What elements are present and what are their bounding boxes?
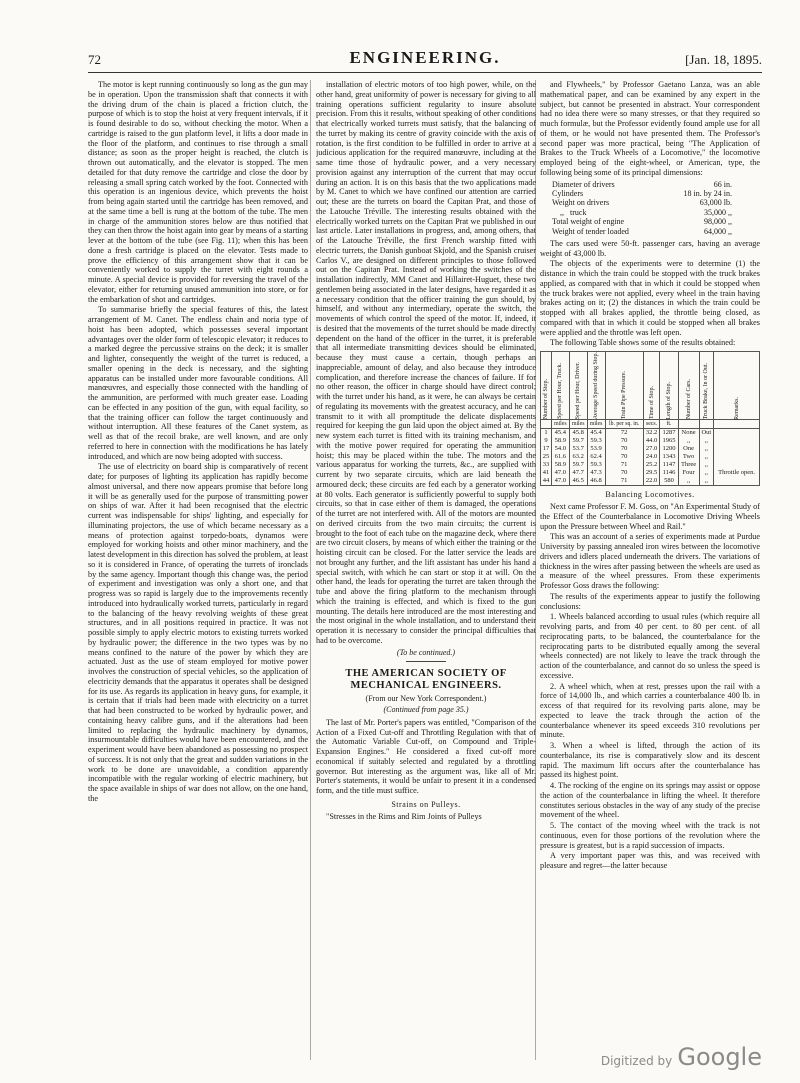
paragraph: The last of Mr. Porter's papers was entitled, "Comparison of the Action of a Fixed Cut-off and Throttling Regulation with that of the Automatic Variable Cut-off, on Compound and Triple-Expansion Engines." He considered a fixed cut-off more economical if suitably selected and regulated by a throttling governor. But interesting as the argument was, like all of Mr. Porter's statements, it would be unfair to present it in a condensed form, and the title must suffice. xyxy=(316,717,536,795)
paragraph: The following Table shows some of the results obtained: xyxy=(550,338,736,348)
dimension-row: Cylinders 18 in. by 24 in. xyxy=(552,188,732,198)
journal-title: ENGINEERING. xyxy=(349,48,501,67)
paragraph: installation of electric motors of too high power, while, on the other hand, great uniformity of power is necessary for giving to all training operations sufficient regularity to insure absolute precision. From this it results, without speaking of other conditions that electrically worked turrets must satisfy, that the balancing of the turret by making its centre of gravity coincide with the axis of rotation, is the first condition to be fulfilled in order to arrive at a judicious application for the required manœuvre, including at the same time those of hydraulic power, and a very necessary provision against any interruption of the current that may occur during an action. It is on this basis that the two applications made by M. Canet to which we have confined our attention are carried out; these are the turrets on board the Capitan Prat, and those of the Latouche Tréville. The interesting results obtained with the electrically worked turrets on the Capitan Prat we published in our last article. Later installations in progress, and, among others, that of the Latouche Tréville, the first French warship fitted with electric turrets, the Danish gunboat Skjold, and the Spanish cruiser Carlos V., are designed on different principles to those followed out on the Capitan Prat. Instead of working the switches of the installation indirectly, MM Canet and Hillairet-Huguet, these two gentlemen being associated in the later designs, have regarded it as a necessary condition that the officer training the gun should, by himself, and without any intermediary, operate the switch, the movements of which control the speed of the motor. If, indeed, it is desired that the movements of the turret should be made directly dependent on the hand of the officer in the turret, it is preferable that all intermediate transmitting devices should be eliminated, because they must cause a certain, though perhaps an inappreciable, amount of delay, and also because they introduce complication, and therefore increase the chances of failure. If for no other reason, the officer in charge should have direct control; with the turret under his hand, as it were, he can always be certain of regulating its movements with the greatest accuracy, and he can transmit to it with all promptitude the delicate displacements required for keeping the gun laid upon the object aimed at. By the new system each turret is fitted with its training mechanism, and with the motive power required for operating the ammunition hoist; this may be placed within the tube. The motors and the various apparatus for working the turrets, &c., are supplied with current by two separate circuits, which are laid beneath the armoured deck; these circuits are fed each by a generator working at 80 volts. Each generator is sufficiently powerful to supply both circuits, so that in case either of them is damaged, the operations of the turret are not interfered with. All of the motors are mounted on derived circuits from the two main circuits; the current is brought to the foot of each tube on the magazine deck, where there are two circuit closers, by means of which either the training or the hoisting circuit can be closed. For the latter service the leads are not brought any further, and the lift assistant has under his hand a special switch, with which he can start or stop it at will. On the other hand, the leads for operating the turret are taken through the tube and above the firing platform to the mechanism through which the training is effected, and which is fixed to the gun mounting. The details here introduced are the most interesting and the most original in the whole installation, and to understand their operation it is necessary to consider the principal difficulties that had to be overcome. xyxy=(316,80,536,645)
paragraph: The results of the experiments appear to justify the following conclusions: xyxy=(540,591,760,611)
table-row: 25 61.6 63.2 62.4 70 24.0 1343 Two ,, xyxy=(541,453,760,461)
to-be-continued: (To be continued.) xyxy=(396,647,456,657)
table-row: 1 45.4 45.8 45.4 72 32.2 1287 None Out xyxy=(541,429,760,438)
paragraph: The cars used were 50-ft. passenger cars, having an average weight of 43,000 lb. xyxy=(540,238,760,258)
table-header: Speed per Hour, Truck. xyxy=(551,352,569,420)
table-header: Length of Stop. xyxy=(660,352,678,420)
table-header: Truck Brake, In or Out. xyxy=(699,352,714,420)
page-header xyxy=(88,48,762,70)
paragraph: A very important paper was this, and was received with pleasure and regret—the latter because xyxy=(540,851,760,871)
table-units-row: miles miles miles lb. per sq. in. secs. ft. xyxy=(541,420,760,429)
table-header: Average Speed during Stop. xyxy=(587,352,605,420)
column-divider xyxy=(310,80,311,1060)
table-row: 17 54.0 53.7 53.9 70 27.0 1200 One ,, xyxy=(541,445,760,453)
header-rule xyxy=(88,72,762,73)
conclusion-item: 3. When a wheel is lifted, through the action of its counterbalance, its rise is comparatively slow and its descent rapid. The maximum lift occurs after the counterbalance has passed its highest point. xyxy=(540,741,760,780)
watermark-prefix: Digitized by xyxy=(600,1054,673,1068)
section-rule xyxy=(406,661,446,662)
column-1 xyxy=(88,80,308,1065)
page-number: 72 xyxy=(88,52,101,67)
paragraph: To summarise briefly the special features of this, the latest arrangement of M. Canet. The endless chain and noria type of hoist has been adopted, which possesses several important advantages over the older form of telescopic elevator; it reduces to a marked degree the percussive strains on the deck; it is smaller and lighter, consequently the weight of the turret is reduced, a smaller opening in the deck is necessary, and the sighting apparatus can be installed under more favourable conditions. All manœuvres, and especially those connected with the handling of the ammunition, are performed with much greater ease. Loading can be effected in any position of the gun, with equal facility, so that the training officer can follow the target continuously and without interruption. All these features of the Canet system, as well as that of the recoil brake, are well known, and are only referred to here in connection with the modifications he has lately introduced, and which are now being adopted with success. xyxy=(88,305,308,461)
conclusion-item: 5. The contact of the moving wheel with the track is not continuous, even for those portions of the revolution where the pressure is greatest, but is a rapid succession of impacts. xyxy=(540,821,760,850)
section-title-line: THE AMERICAN SOCIETY OF xyxy=(345,668,507,680)
paragraph: Next came Professor F. M. Goss, on "An Experimental Study of the Effect of the Counterbalance in Locomotive Driving Wheels upon the Pressure between Wheel and Rail." xyxy=(540,502,760,531)
section-title-line: MECHANICAL ENGINEERS. xyxy=(350,680,502,692)
column-2 xyxy=(316,80,536,1065)
table-header: Number of Cars. xyxy=(678,352,699,420)
column-3 xyxy=(540,80,760,1065)
table-header: Time of Stop. xyxy=(643,352,660,420)
results-table xyxy=(540,351,760,486)
conclusion-item: 2. A wheel which, when at rest, presses upon the rail with a force of 14,000 lb., and which carries a counterbalance 400 lb. in excess of that required for its revolving parts alone, may be expected to leave the track through the action of the counterbalance whenever its speed exceeds 310 revolutions per minute. xyxy=(540,681,760,740)
subheading-balancing: Balancing Locomotives. xyxy=(605,490,695,500)
paragraph: The motor is kept running continuously so long as the gun may be in operation. Upon the transmission shaft that connects it with the driving drum of the chain is placed a friction clutch, the purpose of which is to stop the hoist at very frequent intervals, if it is found desirable to do so, without checking the motor. When a cartridge is raised to the gun platform level, it lifts a door made in the floor of the platform, and continues to rise through a small distance; as soon as the proper height is reached, the clutch is thrown out automatically, and the elevator is stopped. The men detailed for that duty remove the cartridge and close the door by releasing a small spring catch worked by the foot. Connected with this operation is an ingenious device, which prevents the hoist from being again started until the cartridge has been removed, and at the same time a bell is rung at the bottom of the tube. The men in charge of the ammunition stores below are thus notified that they can then throw the hoist again into gear by means of a starting lever at the bottom of the tube (see Fig. 11); when this has been done a fresh cartridge is placed on the elevator. Tests made to prove the efficiency of this arrangement show that it can be conveniently worked to supply the turret with eight rounds a minute. A special device is provided for reversing the travel of the elevator, either for returning unused ammunition into store, or for the embarkation of shot and cartridges. xyxy=(88,80,308,304)
digitized-watermark xyxy=(601,1043,762,1071)
conclusion-item: 1. Wheels balanced according to usual rules (which require all revolving parts, and from 40 per cent. to 80 per cent. of all reciprocating parts, to be balanced, the counterbalance for the reciprocating parts to be distributed equally among the several wheels connected) are not likely to leave the track through the action of the counterbalance, and cannot do so unless the speed is excessive. xyxy=(540,612,760,680)
table-header: Speed per Hour, Driver. xyxy=(569,352,587,420)
dimension-row: ,, truck 35,000 ,, xyxy=(552,207,732,217)
issue-date: [Jan. 18, 1895. xyxy=(685,52,762,67)
paragraph: This was an account of a series of experiments made at Purdue University by passing annealed iron wires between the locomotive drivers and idlers placed underneath the drivers. The variations of thickness in the wires after passing between the wheels are used as a measure of the wheel pressures. From these experiments Professor Goss draws the following: xyxy=(540,532,760,591)
correspondent-line: (From our New York Correspondent.) xyxy=(365,694,487,704)
table-header: Remarks. xyxy=(714,352,760,420)
table-row: 9 58.9 59.7 59.3 70 44.0 1965 ,, ,, xyxy=(541,437,760,445)
section-title xyxy=(316,668,536,692)
subheading-pulleys: Strains on Pulleys. xyxy=(391,799,461,809)
google-logo: Google xyxy=(677,1043,762,1071)
table-row: 41 47.0 47.7 47.3 70 29.5 1146 Four ,, Throttle open. xyxy=(541,469,760,477)
table-row: 44 47.0 46.5 46.8 71 22.0 580 ,, ,, xyxy=(541,477,760,486)
dimension-row: Total weight of engine 98,000 ,, xyxy=(552,217,732,227)
paragraph: and Flywheels," by Professor Gaetano Lanza, was an able mathematical paper, and can be examined by any expert in the subject, but cannot be presented in abstract. Your correspondent had no idea there were so many stresses, or that they required so much formulæ, but the Professor evidently found ample use for all of them, or he would not have presented them. The Professor's second paper was more practical, being "The Application of Brakes to the Truck Wheels of a Locomotive," the locomotive employed being of the eight-wheel, or American, type, the following being some of its principal dimensions: xyxy=(540,80,760,177)
paragraph: "Stresses in the Rims and Rim Joints of Pulleys xyxy=(326,811,482,821)
paragraph: The objects of the experiments were to determine (1) the distance in which the train could be stopped with the truck brakes applied, as compared with that in which it could be stopped when the truck brakes were not applied, every wheel in the train having brakes acting on it; (2) the distances in which the train could be stopped with all brakes applied, the throttle being closed, as compared with that in which it could be stopped when all brakes were applied and the throttle was left open. xyxy=(540,259,760,337)
continued-line: (Continued from page 35.) xyxy=(383,705,469,714)
table-header: Train Pipe Pressure. xyxy=(605,352,643,420)
paragraph: The use of electricity on board ship is comparatively of recent date; for purposes of lighting its application has rapidly become almost universal, and there now appears promise that before long it will be as generally used for the purpose of transmitting power on ships of war. After it had been recognised that the electric current was indispensable for ships' lighting, and especially for illuminating projectors, the use of which became necessary as a means of protection against torpedo-boats, dynamos were employed for working hoists and other minor machinery, and the latest development in this direction has solved the problem, at least so it is considered in France, of operating the turrets of ironclads by the same agency. Important though this change was, the period of experiment and investigation was only a short one, and that progress was so rapid is largely due to the improvements recently introduced into hydraulically worked turrets, particularly in regard to the balancing of the heavy revolving weights of these great structures, and in all positions required in practice. It was not possible simply to apply electric motors to existing turrets worked by hydraulic power; the difference in the two types was by no means confined to the nature of the power by which they are actuated. Just as the use of steam employed for motive power involves the construction of special vehicles, so the application of electricity demands that the apparatus it operates shall be designed for its use. As regards its application in heavy guns, for example, it is certain that if trials had been made with electricity on a turret that had been constructed to be worked by hydraulic power, and containing heavy calibre guns, and if the alterations had been limited to replacing the hydraulic machinery by dynamos, insurmountable difficulties would have been encountered, and the experiment would have been abandoned as possessing no prospect of success. It is not only that the great and sudden variations in the work to be done are unavoidable, a condition apparently incompatible with the regular working of electric machinery, but the space available in ships of war does not allow, on the one hand, the xyxy=(88,462,308,803)
table-header: Number of Stop. xyxy=(541,352,552,420)
dimension-row: Diameter of drivers 66 in. xyxy=(552,179,732,189)
conclusion-item: 4. The rocking of the engine on its springs may assist or oppose the action of the counterbalance in lifting the wheel. It therefore constitutes serious obstacles in the way of any study of the precise movement of the wheel. xyxy=(540,781,760,820)
dimension-row: Weight on drivers 63,000 lb. xyxy=(552,198,732,208)
dimension-row: Weight of tender loaded 64,000 ,, xyxy=(552,226,732,236)
table-row: 33 58.9 59.7 59.3 71 25.2 1147 Three ,, xyxy=(541,461,760,469)
dimensions-list xyxy=(552,180,760,236)
table-header-row xyxy=(541,352,760,420)
